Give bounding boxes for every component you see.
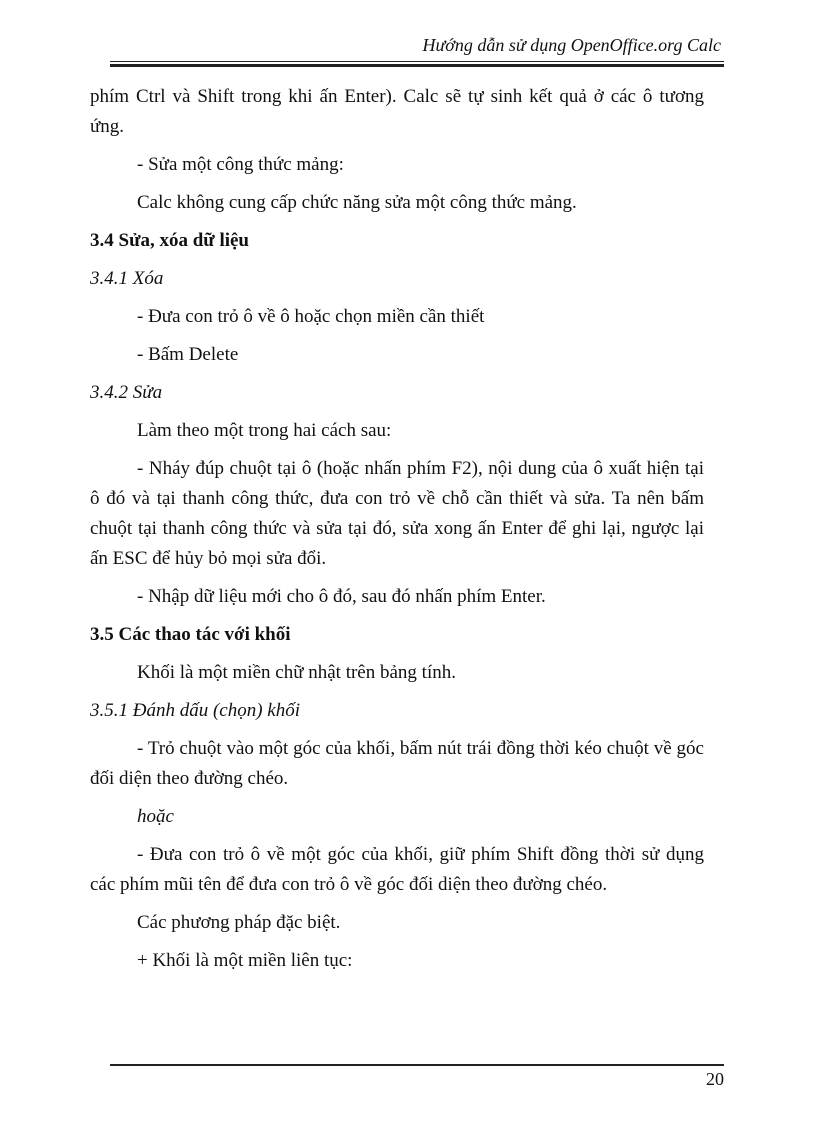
paragraph: Khối là một miền chữ nhật trên bảng tính. [137, 662, 456, 683]
paragraph-or: hoặc [137, 806, 174, 827]
paragraph: - Đưa con trỏ ô về một góc của khối, giữ phím Shift đồng thời sử dụng các phím mũi tên để đưa con trỏ ô về góc đối diện theo đường chéo. [90, 844, 704, 895]
paragraph: + Khối là một miền liên tục: [137, 950, 353, 971]
paragraph: - Đưa con trỏ ô về ô hoặc chọn miền cần thiết [137, 306, 485, 327]
header-rule-thick [110, 64, 724, 67]
paragraph: - Nhập dữ liệu mới cho ô đó, sau đó nhấn phím Enter. [137, 586, 546, 607]
section-heading-3-5: 3.5 Các thao tác với khối [90, 624, 291, 645]
paragraph: - Bấm Delete [137, 344, 239, 365]
section-heading-3-4: 3.4 Sửa, xóa dữ liệu [90, 230, 249, 251]
header-rule-thin [110, 61, 724, 62]
paragraph: - Nháy đúp chuột tại ô (hoặc nhấn phím F2), nội dung của ô xuất hiện tại ô đó và tại thanh công thức, đưa con trỏ về chỗ cần thiết và sửa. Ta nên bấm chuột tại thanh công thức và sửa tại đó, sửa xong ấn Enter để ghi lại, ngược lại ấn ESC để hủy bỏ mọi sửa đổi. [90, 458, 704, 569]
paragraph: Các phương pháp đặc biệt. [137, 912, 341, 933]
header-title: Hướng dẫn sử dụng OpenOffice.org Calc [422, 35, 721, 55]
subsection-heading-3-4-1: 3.4.1 Xóa [90, 268, 164, 289]
page-content [90, 82, 704, 984]
footer-rule [110, 1064, 724, 1066]
paragraph: phím Ctrl và Shift trong khi ấn Enter). Calc sẽ tự sinh kết quả ở các ô tương ứng. [90, 86, 704, 137]
subsection-heading-3-5-1: 3.5.1 Đánh dấu (chọn) khối [90, 700, 301, 721]
paragraph: Làm theo một trong hai cách sau: [137, 420, 392, 441]
page-number: 20 [706, 1069, 724, 1089]
paragraph: - Trỏ chuột vào một góc của khối, bấm nút trái đồng thời kéo chuột về góc đối diện theo đường chéo. [90, 738, 704, 789]
paragraph: - Sửa một công thức mảng: [137, 154, 344, 175]
subsection-heading-3-4-2: 3.4.2 Sửa [90, 382, 163, 403]
paragraph: Calc không cung cấp chức năng sửa một công thức mảng. [137, 192, 577, 213]
